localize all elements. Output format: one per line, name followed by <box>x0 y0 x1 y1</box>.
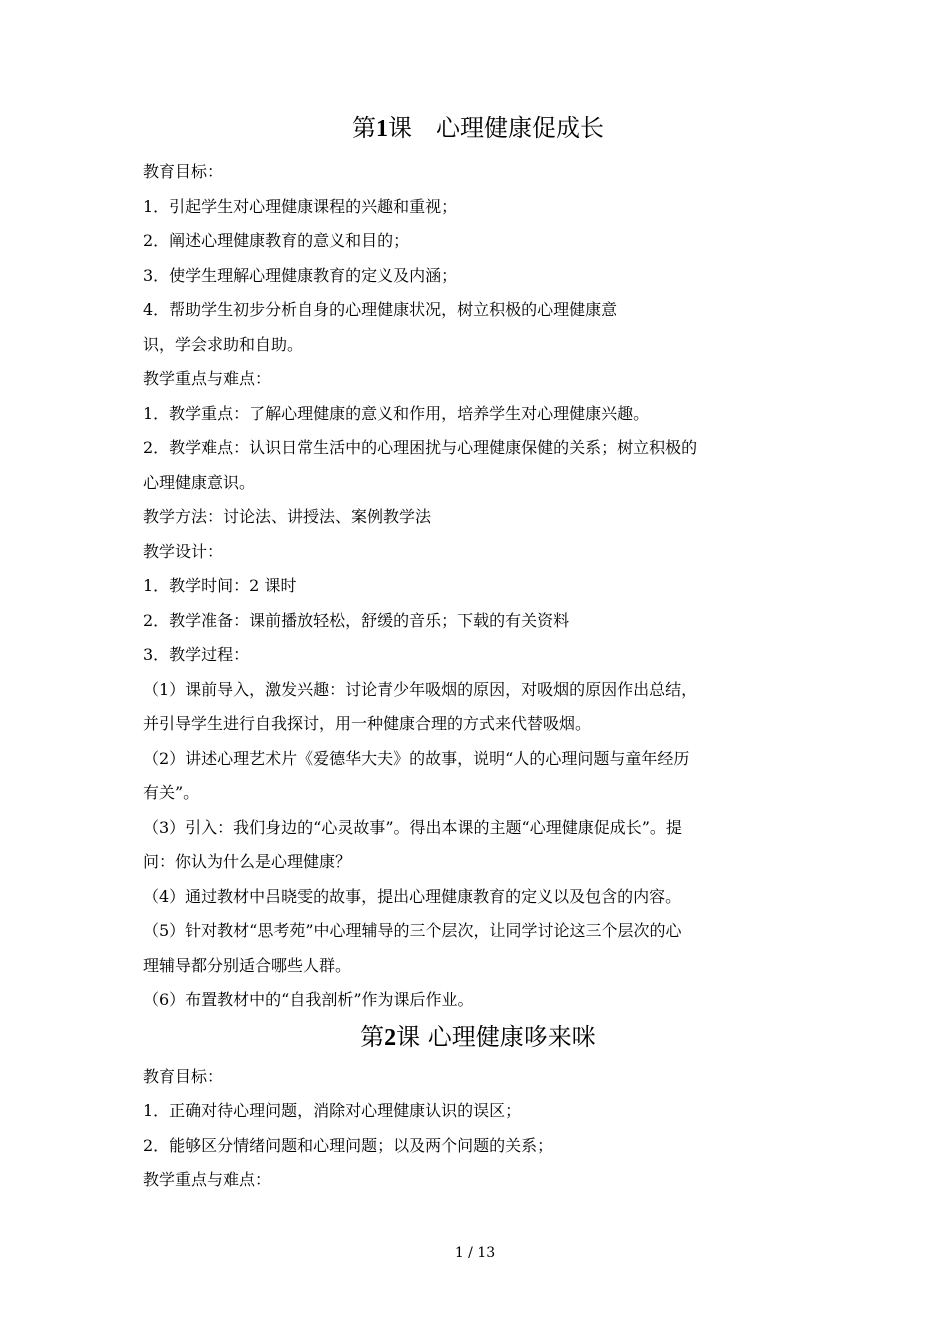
lesson-2-title-prefix: 第 <box>360 1022 385 1051</box>
lesson-1-line: 2．阐述心理健康教育的意义和目的； <box>143 231 410 250</box>
lesson-1-title <box>143 110 813 147</box>
lesson-2-line: 教学重点与难点： <box>143 1170 272 1189</box>
lesson-1-line: 3．使学生理解心理健康教育的定义及内涵； <box>143 265 458 285</box>
lesson-1-line: 心理健康意识。 <box>143 472 256 492</box>
lesson-1-line: 教学方法：讨论法、讲授法、案例教学法 <box>143 507 432 526</box>
lesson-1-line: 理辅导都分别适合哪些人群。 <box>143 955 352 975</box>
lesson-2-title <box>143 1018 813 1056</box>
lesson-1-line: （4）通过教材中吕晓雯的故事，提出心理健康教育的定义以及包含的内容。 <box>143 886 682 906</box>
lesson-1-line: 识，学会求助和自助。 <box>143 334 304 354</box>
lesson-1-line: （1）课前导入，激发兴趣：讨论青少年吸烟的原因，对吸烟的原因作出总结， <box>143 679 698 699</box>
lesson-1-line: 教育目标： <box>143 162 224 181</box>
lesson-1-line: （5）针对教材“思考苑”中心理辅导的三个层次，让同学讨论这三个层次的心 <box>143 921 682 940</box>
lesson-1-line: 有关”。 <box>143 783 200 802</box>
lesson-1-body <box>143 155 813 1018</box>
lesson-1-line: 教学重点与难点： <box>143 369 272 388</box>
lesson-1-line: 教学设计： <box>143 541 224 561</box>
lesson-1-line: （2）讲述心理艺术片《爱德华大夫》的故事，说明“人的心理问题与童年经历 <box>143 748 690 768</box>
lesson-2-title-number: 2 <box>384 1024 397 1051</box>
lesson-1-line: 2．教学难点：认识日常生活中的心理困扰与心理健康保健的关系；树立积极的 <box>143 438 698 457</box>
lesson-1-title-prefix: 第 <box>352 114 376 142</box>
lesson-1-line: 3．教学过程： <box>143 645 250 664</box>
lesson-1-line: 问：你认为什么是心理健康？ <box>143 852 352 871</box>
lesson-2-line: 教育目标： <box>143 1066 224 1086</box>
lesson-1-line: 2．教学准备：课前播放轻松，舒缓的音乐；下载的有关资料 <box>143 610 570 630</box>
lesson-1-line: 1．引起学生对心理健康课程的兴趣和重视； <box>143 196 458 216</box>
lesson-1-line: 1．教学重点：了解心理健康的意义和作用，培养学生对心理健康兴趣。 <box>143 403 650 423</box>
document-content <box>143 110 813 1198</box>
lesson-1-title-number: 1 <box>376 116 388 142</box>
lesson-1-line: 1．教学时间：2 课时 <box>143 576 297 595</box>
lesson-1-title-text: 课 心理健康促成长 <box>388 114 604 142</box>
lesson-1-line: （3）引入：我们身边的“心灵故事”。得出本课的主题“心理健康促成长”。提 <box>143 817 682 837</box>
lesson-2-line: 2．能够区分情绪问题和心理问题；以及两个问题的关系； <box>143 1135 554 1155</box>
page-number: 1 / 13 <box>454 1245 496 1261</box>
lesson-1-line: （6）布置教材中的“自我剖析”作为课后作业。 <box>143 990 474 1009</box>
lesson-1-line: 并引导学生进行自我探讨，用一种健康合理的方式来代替吸烟。 <box>143 714 592 733</box>
lesson-2-line: 1．正确对待心理问题，消除对心理健康认识的误区； <box>143 1101 522 1120</box>
lesson-2-body <box>143 1060 813 1198</box>
lesson-1-line: 4．帮助学生初步分析自身的心理健康状况，树立积极的心理健康意 <box>143 300 618 319</box>
lesson-2-title-text: 课 心理健康哆来咪 <box>396 1022 596 1051</box>
